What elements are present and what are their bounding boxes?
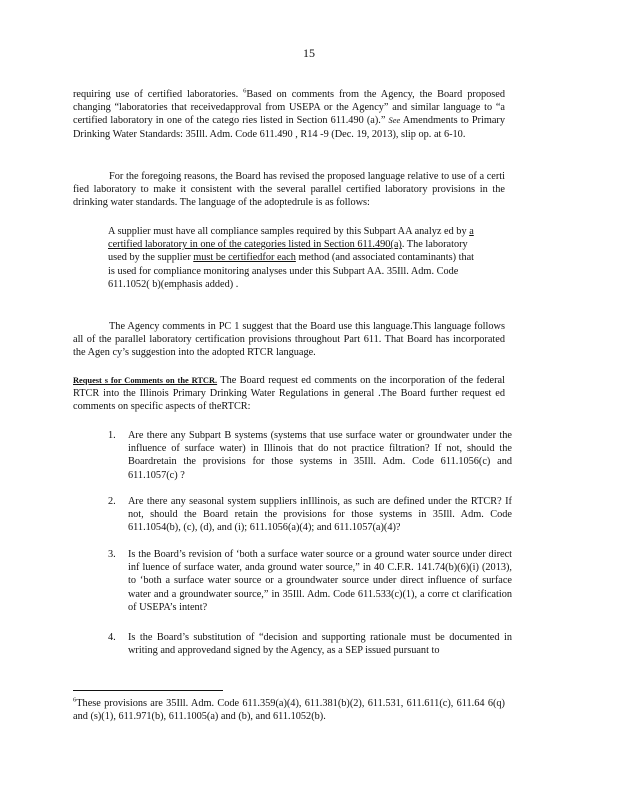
footnote-reference: 6 — [243, 87, 247, 95]
quote-text: method (and associated contaminants) that is used for compliance monitoring analyses under this Subpart AA. 35Ill. Adm. Code 611.1052( b)(emphasis added) . — [108, 252, 475, 290]
paragraph-text: The Board request ed comments on the incorporation of the federal RTCR into the Illinois Primary Drinking Water Regulations in general .The Board further request ed comments on specific aspects of theRTCR: — [73, 375, 505, 413]
question-item-3 — [108, 548, 512, 614]
question-number: 4. — [108, 632, 116, 643]
footnote-mark: 6 — [73, 696, 77, 704]
footnote-divider — [73, 690, 223, 691]
section-heading: Request s for Comments on the RTCR. — [73, 376, 218, 385]
quote-text: A supplier must have all compliance samples required by this Subpart AA analyz ed by — [108, 226, 467, 237]
paragraph-text: Amendments to Primary Drinking Water Standards: 35Ill. Adm. Code 611.490 , R14 -9 (Dec. 19, 2013), slip op. at 6-10. — [73, 115, 505, 140]
quote-text: . The laboratory used by the supplier — [108, 239, 468, 264]
block-quote-rule-text — [108, 225, 476, 291]
quote-underlined-insertion: must be certifiedfor each — [193, 252, 296, 264]
footnote-text: These provisions are 35Ill. Adm. Code 611.359(a)(4), 611.381(b)(2), 611.531, 611.611(c), 611.64 6(q) and (s)(1), 611.971(b), 611.1005(a) and (b), and 611.1052(b). — [73, 698, 505, 723]
citation-signal: See — [388, 116, 401, 126]
quote-underlined-insertion: a certified laboratory in one of the categories listed in Section 611.490(a) — [108, 226, 474, 251]
footnote — [73, 697, 505, 723]
question-item-1 — [108, 429, 512, 482]
question-text: Are there any seasonal system suppliers inIllinois, as such are defined under the RTCR? If not, should the Board retain the provisions for those systems in 35Ill. Adm. Code 611.1054(b), (c), (d), and (i); 611.1056(a)(4); and 611.1057(a)(4)? — [128, 496, 512, 534]
paragraph-requests-for-comments — [73, 374, 505, 414]
paragraph-revised-language: For the foregoing reasons, the Board has revised the proposed language relative to use of a certi fied laboratory to make it consistent with the several parallel certified laboratory provisions in the drinking water standards. The language of the adoptedrule is as follows: — [73, 171, 505, 209]
question-number: 1. — [108, 430, 116, 441]
question-text: Are there any Subpart B systems (systems that use surface water or groundwater under the influence of surface water) in Illinois that do not practice filtration? If not, should the Boardretain the provisions for those systems in 35Ill. Adm. Code 611.1056(c) and 611.1057(c) ? — [128, 430, 512, 481]
page-number: 15 — [303, 46, 315, 60]
paragraph-text: requiring use of certified laboratories. — [73, 89, 239, 100]
paragraph-certified-labs — [73, 88, 505, 141]
paragraph-agency-comments: The Agency comments in PC 1 suggest that the Board use this language.This language follows all of the parallel laboratory certification provisions throughout Part 611. That Board has incorporated the Agen cy’s suggestion into the adopted RTCR language. — [73, 321, 505, 359]
question-text: Is the Board’s revision of ‘both a surface water source or a ground water source under direct inf luence of surface water, anda ground water source,” in 40 C.F.R. 141.74(b)(6)(i) (2013), to ‘both a surface water source or a groundwater source under direct influence of surface water and a groundwater source,” in 35Ill. Adm. Code 611.533(c)(1), a corre ct clarification of USEPA’s intent? — [128, 549, 512, 613]
question-number: 2. — [108, 496, 116, 507]
question-number: 3. — [108, 549, 116, 560]
question-text: Is the Board’s substitution of “decision and supporting rationale must be documented in writing and approvedand signed by the Agency, as a SEP issued pursuant to — [128, 632, 512, 657]
question-item-2 — [108, 495, 512, 535]
paragraph-text: Based on comments from the Agency, the Board proposed changing “laboratories that receivedapproval from USEPA or the Agency” and similar language to “a certified laboratory in one of the catego ries listed in Section 611.490 (a).” — [73, 89, 505, 127]
question-item-4 — [108, 631, 512, 657]
